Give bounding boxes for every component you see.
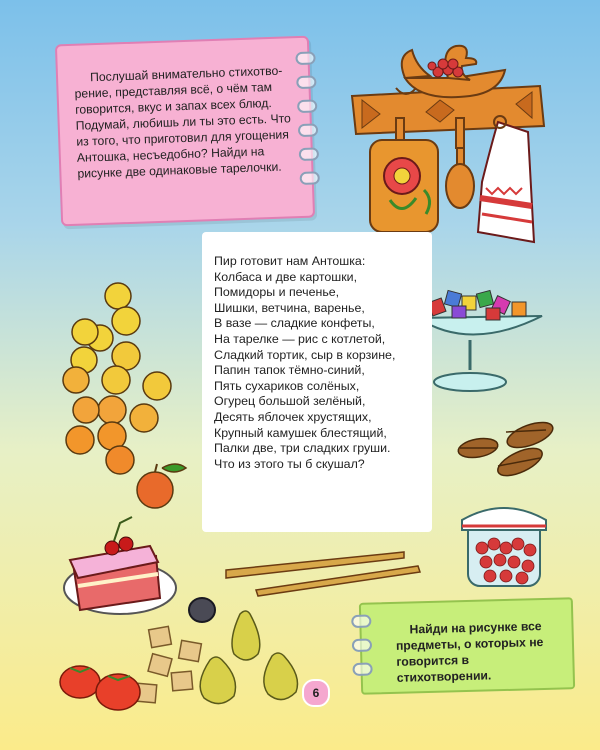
poem-line: Папин тапок тёмно-синий, xyxy=(214,363,365,378)
page-number: 6 xyxy=(302,679,330,707)
poem-line: В вазе — сладкие конфеты, xyxy=(214,316,375,331)
poem-note xyxy=(202,232,432,532)
cutting-board xyxy=(370,118,438,232)
crackers xyxy=(135,626,201,702)
wooden-spoon xyxy=(446,118,474,208)
poem-line: На тарелке — рис с котлетой, xyxy=(214,331,386,346)
poem-line: Крупный камушек блестящий, xyxy=(214,425,387,440)
towel xyxy=(478,116,534,242)
poem-line: Шишки, ветчина, варенье, xyxy=(214,300,365,315)
jam-jar xyxy=(462,508,546,586)
poem-line: Десять яблочек хрустящих, xyxy=(214,409,372,424)
candy-vase xyxy=(418,290,542,391)
poem-text xyxy=(214,254,395,472)
poem-line: Огурец большой зелёный, xyxy=(214,394,366,409)
poem-line: Палки две, три сладких груши. xyxy=(214,441,391,456)
poem-line: Что из этого ты б скушал? xyxy=(214,456,365,471)
wooden-bird-bowl xyxy=(396,46,505,97)
task-text: Найди на рисунке все предметы, о которых не говорится в стихотворении. xyxy=(395,619,544,685)
pine-cones xyxy=(457,417,556,481)
task-note xyxy=(359,597,575,695)
pears xyxy=(200,611,297,704)
cake-slice xyxy=(64,517,176,614)
tomatoes xyxy=(60,666,140,710)
stone xyxy=(189,598,215,622)
poem-line: Помидоры и печенье, xyxy=(214,285,340,300)
poem-line: Сладкий тортик, сыр в корзине, xyxy=(214,347,396,362)
note-rings xyxy=(351,614,373,686)
sticks xyxy=(226,552,420,596)
poem-line: Колбаса и две картошки, xyxy=(214,269,358,284)
instruction-text: Послушай внимательно стихотво-рение, представляя всё, о чём там говорится, вкус и запах всех блюд. Подумай, любишь ли ты это есть. Что из того, что приготовил для угощения Антошка, несъедобно? Найди на рисунке две одинаковые тарелочки. xyxy=(74,63,292,181)
apples-group xyxy=(63,283,186,508)
poem-line: Пять сухариков солёных, xyxy=(214,378,360,393)
instruction-note xyxy=(55,36,315,227)
poem-line: Пир готовит нам Антошка: xyxy=(214,254,366,268)
